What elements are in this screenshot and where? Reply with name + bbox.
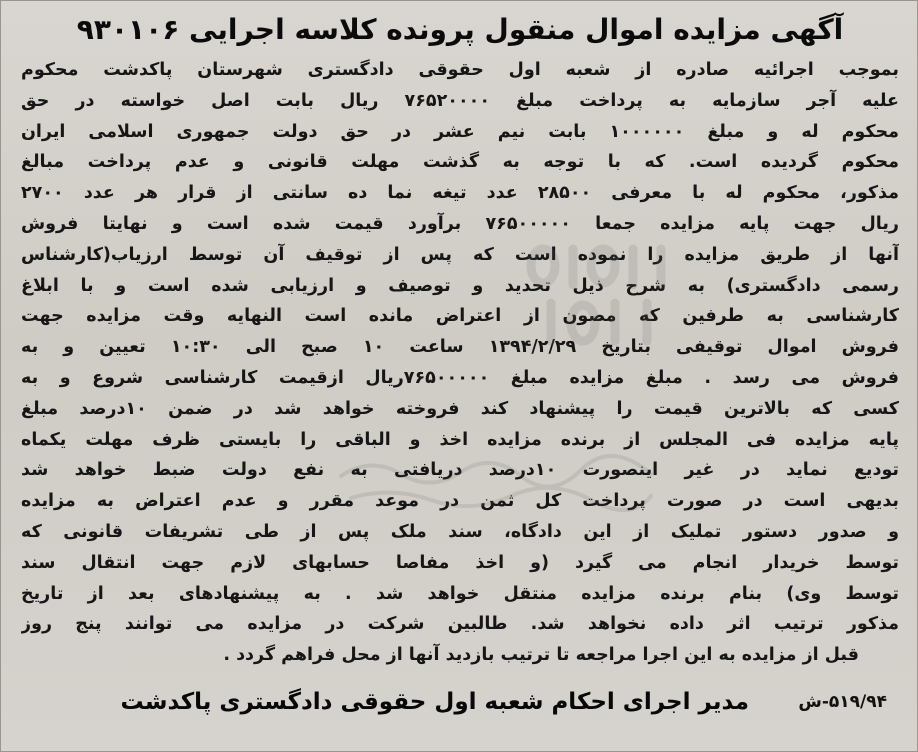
notice-footer: [21, 682, 899, 722]
notice-signature: مدیر اجرای احکام شعبه اول حقوقی دادگستری پاکدشت: [120, 689, 749, 715]
notice-line: بدیهی است در صورت پرداخت کل ثمن در موعد مقرر و عدم اعتراض به مزایده: [21, 491, 899, 512]
notice-line: و صدور دستور تملیک از این دادگاه، سند ملک پس از طی تشریفات قانونی که: [21, 521, 899, 542]
notice-line: بموجب اجرائیه صادره از شعبه اول حقوقی دادگستری شهرستان پاکدشت محکوم: [21, 60, 899, 80]
notice-line: فروش اموال توقیفی بتاریخ ۱۳۹۴/۲/۲۹ ساعت ۱۰ صبح الی ۱۰:۳۰ تعیین و به: [21, 337, 899, 358]
notice-line: کارشناسی به طرفین که مصون از اعتراض مانده است النهایه وقت مزایده جهت: [21, 306, 899, 327]
notice-line: کسی که بالاترین قیمت را پیشنهاد کند فروخته خواهد شد در ضمن ۱۰درصد مبلغ: [21, 398, 899, 419]
notice-line: توسط وی) بنام برنده مزایده منتقل خواهد شد . به پیشنهادهای بعد از تاریخ: [21, 583, 899, 604]
notice-line: محکوم گردیده است. که با توجه به گذشت مهلت قانونی و عدم پرداخت مبالغ: [21, 152, 899, 173]
notice-line: تودیع نماید در غیر اینصورت ۱۰درصد دریافتی به نفع دولت ضبط خواهد شد: [21, 460, 899, 481]
notice-line: پایه مزایده فی المجلس از برنده مزایده اخذ و الباقی را بایستی ظرف مهلت یکماه: [21, 429, 899, 450]
notice-line: ریال جهت پایه مزایده جمعا ۷۶۵۰۰۰۰۰ برآورد قیمت شده است و نهایتا فروش: [21, 213, 899, 234]
notice-line: توسط خریدار انجام می گیرد (و اخذ مفاصا حسابهای لازم جهت انتقال سند: [21, 552, 899, 573]
notice-line: فروش می رسد . مبلغ مزایده مبلغ ۷۶۵۰۰۰۰۰ریال ازقیمت کارشناسی شروع و به: [21, 367, 899, 388]
notice-line: آنها از طریق مزایده را نموده است که پس از توقیف آن توسط ارزیاب(کارشناس: [21, 244, 899, 265]
notice-line: مذکور، محکوم له با معرفی ۲۸۵۰۰ عدد تیغه نما ده سانتی از قرار هر عدد ۲۷۰۰: [21, 183, 899, 204]
notice-content: [21, 7, 899, 747]
notice-code: ۵۱۹/۹۴-ش: [798, 692, 887, 712]
notice-line: علیه آجر سازمایه به پرداخت مبلغ ۷۶۵۲۰۰۰۰ ریال بابت اصل خواسته در حق: [21, 90, 899, 111]
notice-line: محکوم له و مبلغ ۱۰۰۰۰۰۰ بابت نیم عشر در حق دولت جمهوری اسلامی ایران: [21, 121, 899, 142]
notice-line: مذکور ترتیب اثر داده نخواهد شد. طالبین شرکت در مزایده می توانند پنج روز: [21, 614, 899, 635]
notice-body: [21, 55, 899, 671]
notice-line: رسمی دادگستری) به شرح ذیل تحدید و توصیف و ارزیابی شده است و با ابلاغ: [21, 275, 899, 296]
notice-title: آگهی مزایده اموال منقول پرونده کلاسه اجرایی ۹۳۰۱۰۶: [76, 13, 844, 46]
notice-line: قبل از مزایده به این اجرا مراجعه تا ترتیب بازدید آنها از محل فراهم گردد .: [223, 645, 859, 666]
